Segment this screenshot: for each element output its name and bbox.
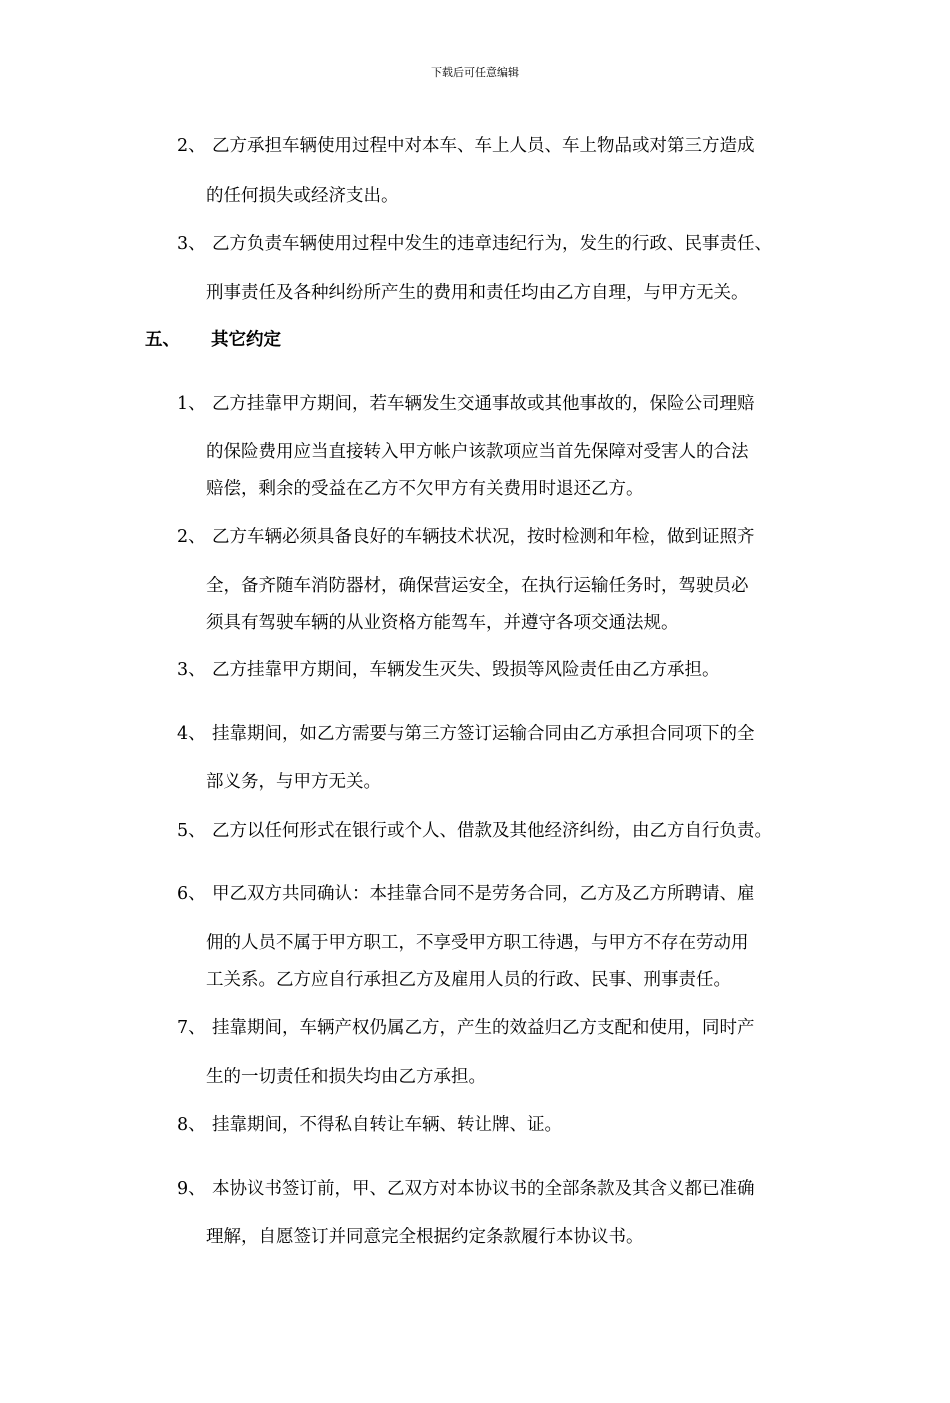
header-note: 下载后可任意编辑: [431, 66, 519, 79]
section-title: 其它约定: [211, 330, 281, 350]
clause-line: 乙方以任何形式在银行或个人、借款及其他经济纠纷，由乙方自行负责。: [212, 821, 772, 841]
clause-line: 的任何损失或经济支出。: [206, 186, 399, 206]
clause-number: 2、: [177, 136, 206, 156]
clause-number: 1、: [177, 394, 206, 414]
clause-number: 3、: [177, 234, 206, 254]
clause-line: 挂靠期间，不得私自转让车辆、转让牌、证。: [212, 1115, 562, 1135]
clause-line: 乙方负责车辆使用过程中发生的违章违纪行为，发生的行政、民事责任、: [212, 234, 772, 254]
clause-line: 部义务，与甲方无关。: [206, 772, 381, 792]
clause-line: 乙方承担车辆使用过程中对本车、车上人员、车上物品或对第三方造成: [212, 136, 755, 156]
clause-line: 工关系。乙方应自行承担乙方及雇用人员的行政、民事、刑事责任。: [206, 970, 731, 990]
clause-line: 刑事责任及各种纠纷所产生的费用和责任均由乙方自理，与甲方无关。: [206, 283, 749, 303]
clause-number: 2、: [177, 527, 206, 547]
clause-number: 6、: [177, 884, 206, 904]
clause-line: 乙方车辆必须具备良好的车辆技术状况，按时检测和年检，做到证照齐: [212, 527, 755, 547]
clause-number: 9、: [177, 1179, 206, 1199]
section-number: 五、: [145, 330, 180, 350]
clause-number: 3、: [177, 660, 206, 680]
clause-line: 乙方挂靠甲方期间，若车辆发生交通事故或其他事故的，保险公司理赔: [212, 394, 755, 414]
clause-line: 乙方挂靠甲方期间，车辆发生灭失、毁损等风险责任由乙方承担。: [212, 660, 720, 680]
clause-line: 须具有驾驶车辆的从业资格方能驾车，并遵守各项交通法规。: [206, 613, 679, 633]
clause-line: 的保险费用应当直接转入甲方帐户该款项应当首先保障对受害人的合法: [206, 442, 749, 462]
clause-number: 4、: [177, 724, 206, 744]
clause-line: 佣的人员不属于甲方职工，不享受甲方职工待遇，与甲方不存在劳动用: [206, 933, 749, 953]
clause-number: 8、: [177, 1115, 206, 1135]
clause-line: 本协议书签订前，甲、乙双方对本协议书的全部条款及其含义都已准确: [212, 1179, 755, 1199]
clause-line: 全，备齐随车消防器材，确保营运安全，在执行运输任务时，驾驶员必: [206, 576, 749, 596]
clause-number: 7、: [177, 1018, 206, 1038]
clause-number: 5、: [177, 821, 206, 841]
clause-line: 挂靠期间，如乙方需要与第三方签订运输合同由乙方承担合同项下的全: [212, 724, 755, 744]
clause-line: 挂靠期间，车辆产权仍属乙方，产生的效益归乙方支配和使用，同时产: [212, 1018, 755, 1038]
clause-line: 理解，自愿签订并同意完全根据约定条款履行本协议书。: [206, 1227, 644, 1247]
clause-line: 生的一切责任和损失均由乙方承担。: [206, 1067, 486, 1087]
clause-line: 甲乙双方共同确认：本挂靠合同不是劳务合同，乙方及乙方所聘请、雇: [212, 884, 755, 904]
clause-line: 赔偿，剩余的受益在乙方不欠甲方有关费用时退还乙方。: [206, 479, 644, 499]
